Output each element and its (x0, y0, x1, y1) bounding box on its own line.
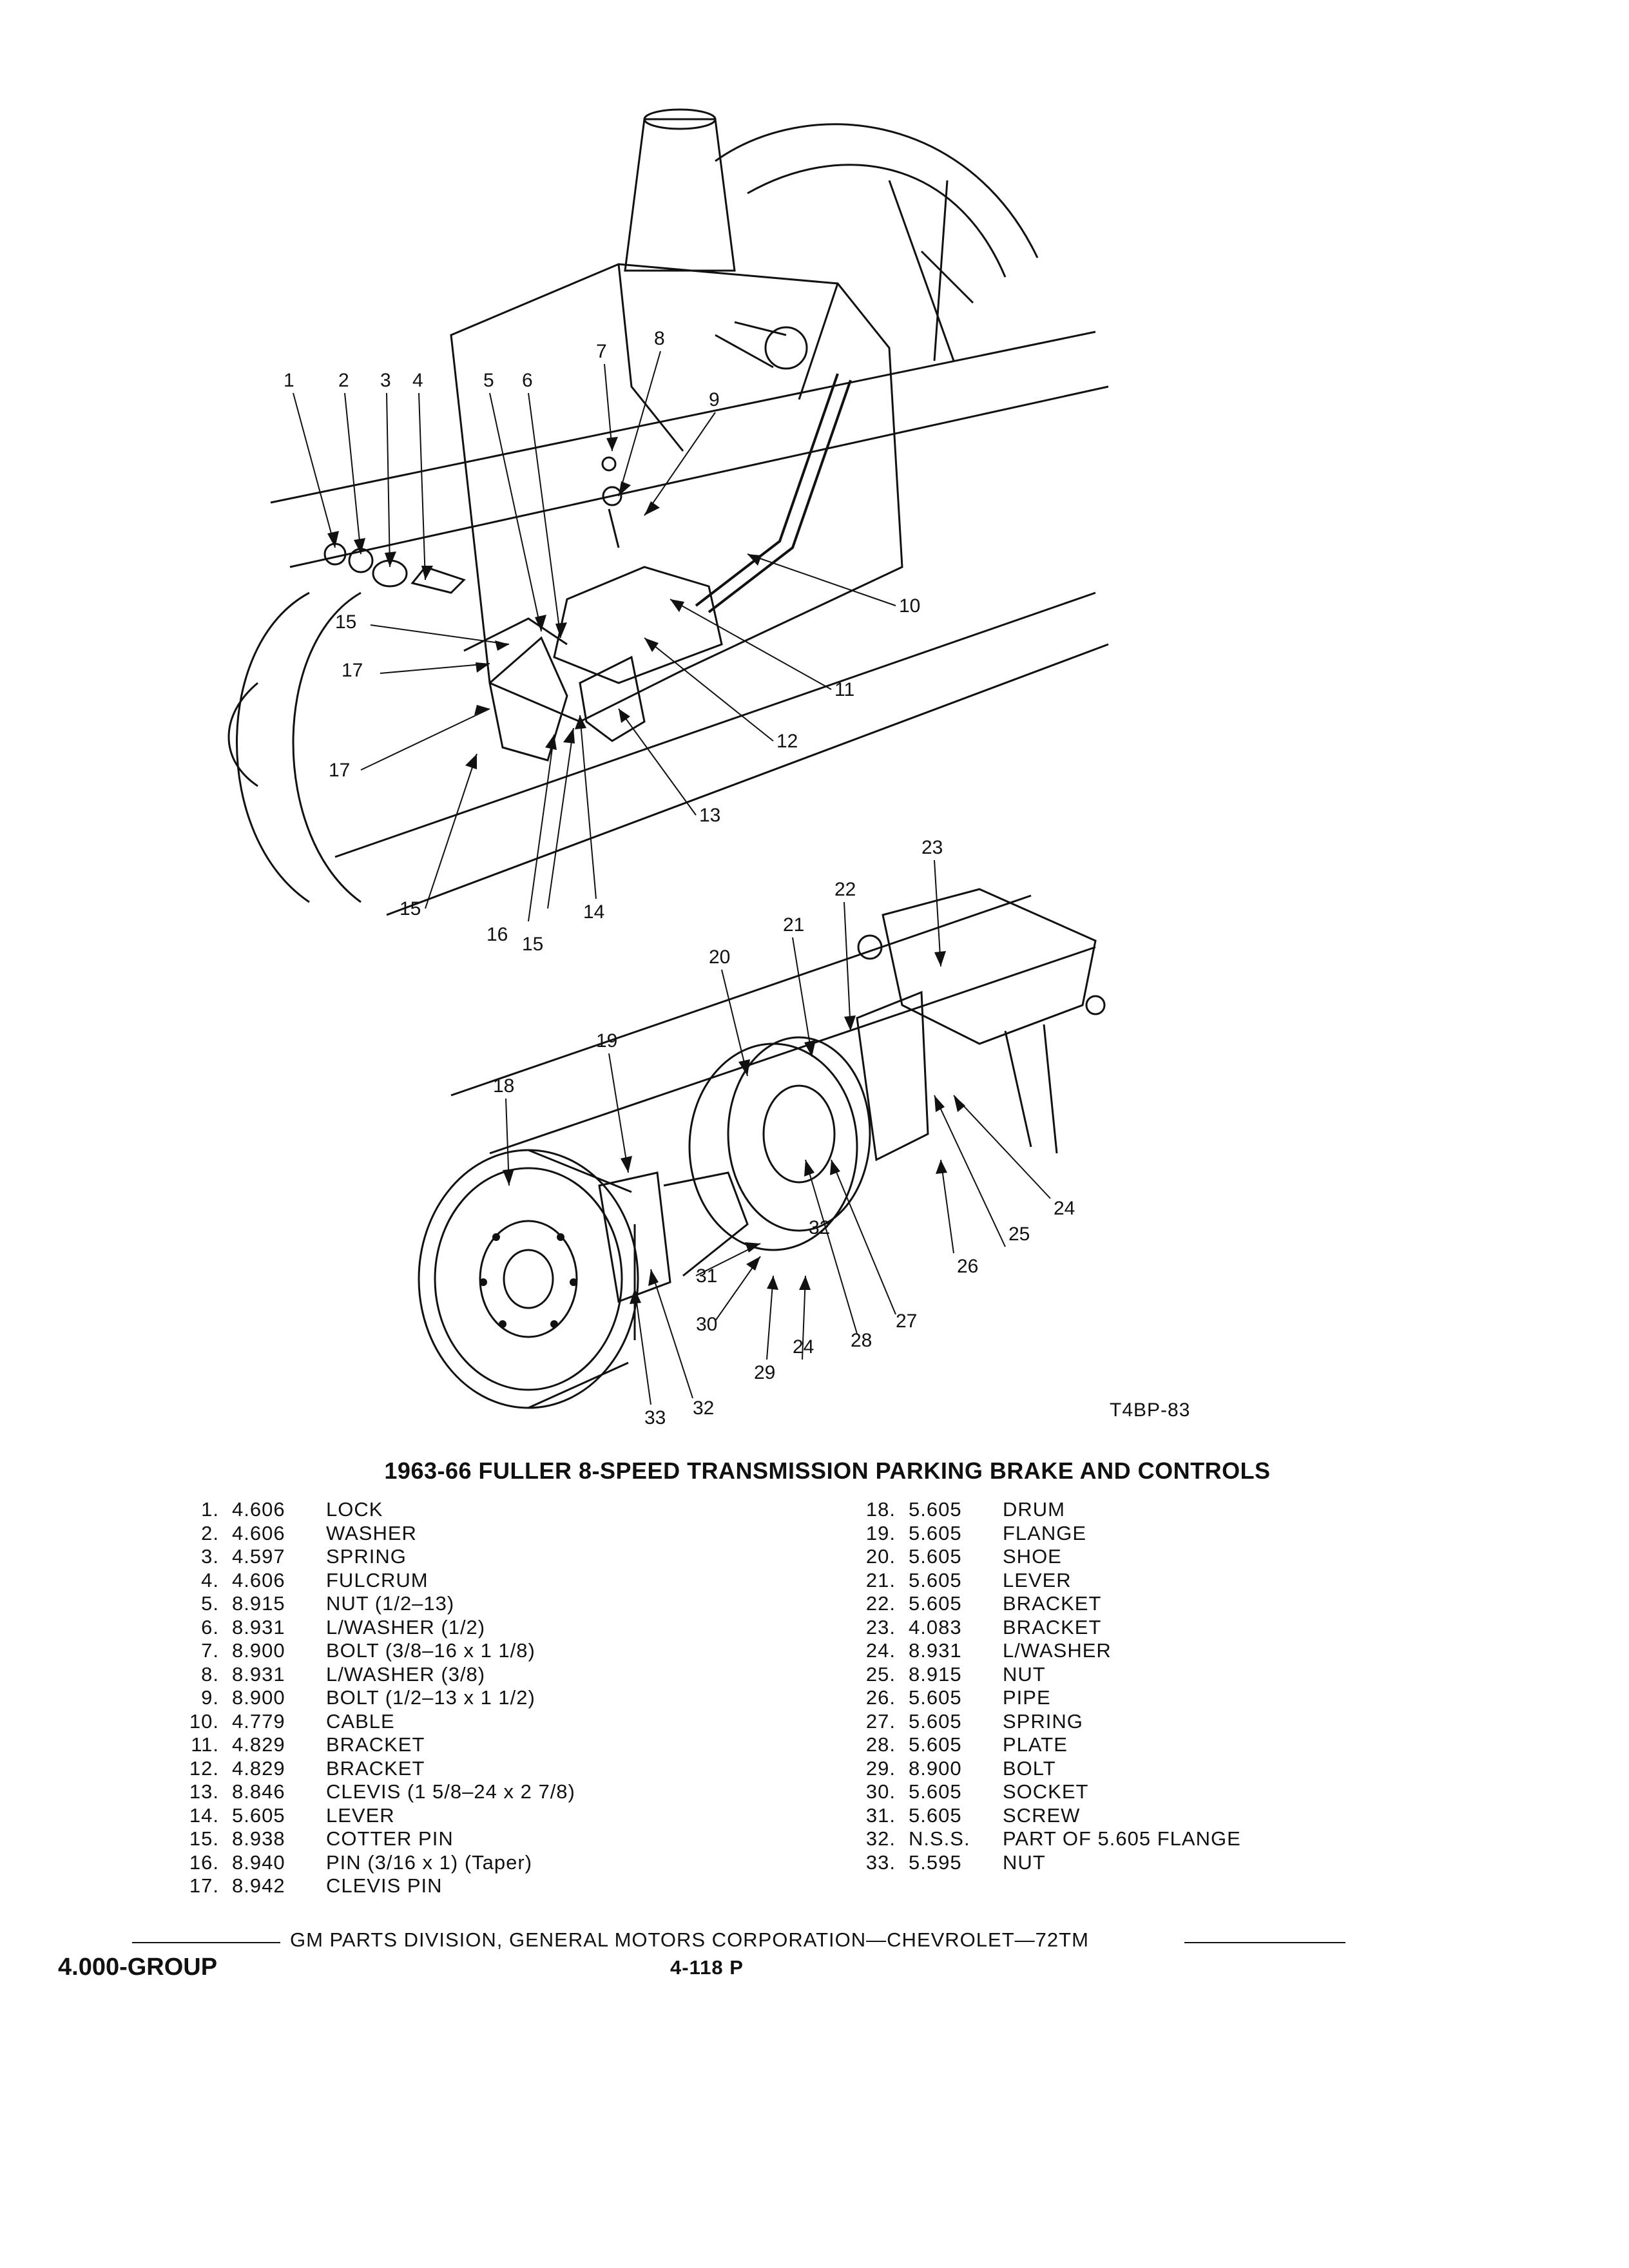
callout-31: 31 (696, 1265, 718, 1287)
part-number: N.S.S. (909, 1827, 970, 1850)
part-description: NUT (1003, 1850, 1046, 1874)
part-number: 8.931 (909, 1639, 962, 1662)
parts-list-row (857, 1733, 1534, 1757)
callout-21: 21 (783, 914, 805, 936)
parts-list-row (857, 1545, 1534, 1569)
part-number: 5.605 (909, 1733, 962, 1756)
figure-id: T4BP-83 (1110, 1399, 1191, 1421)
part-description: BOLT (3/8–16 x 1 1/8) (326, 1639, 535, 1662)
parts-list-right (857, 1498, 1534, 1874)
callout-15c: 15 (522, 934, 544, 955)
part-description: SPRING (326, 1545, 407, 1568)
callout-30: 30 (696, 1314, 718, 1335)
callout-4: 4 (412, 370, 423, 391)
part-description: LOCK (326, 1498, 383, 1521)
item-number: 19. (865, 1521, 896, 1544)
part-number: 4.597 (232, 1545, 285, 1568)
callout-26: 26 (957, 1256, 979, 1277)
parts-list-row (857, 1498, 1534, 1522)
callout-19: 19 (596, 1030, 618, 1052)
part-description: NUT (1003, 1662, 1046, 1686)
part-number: 8.940 (232, 1850, 285, 1874)
part-description: BRACKET (1003, 1615, 1102, 1639)
part-number: 5.605 (909, 1592, 962, 1615)
item-number: 13. (189, 1780, 219, 1803)
part-description: L/WASHER (1/2) (326, 1615, 486, 1639)
callout-29: 29 (754, 1362, 776, 1383)
callout-33: 33 (644, 1407, 666, 1428)
part-number: 8.931 (232, 1615, 285, 1639)
callout-23: 23 (921, 837, 943, 858)
part-number: 4.606 (232, 1498, 285, 1521)
parts-list-row (180, 1851, 825, 1875)
callout-32a: 32 (693, 1398, 715, 1419)
parts-list-row (857, 1569, 1534, 1593)
footer-rule-left (132, 1942, 280, 1943)
callout-24a: 24 (1054, 1198, 1075, 1219)
part-number: 8.931 (232, 1662, 285, 1686)
item-number: 10. (189, 1709, 219, 1733)
part-description: L/WASHER (3/8) (326, 1662, 486, 1686)
part-description: BOLT (1003, 1756, 1056, 1780)
callout-16: 16 (487, 924, 508, 945)
part-number: 5.605 (909, 1803, 962, 1827)
item-number: 1. (201, 1498, 219, 1521)
callout-6: 6 (522, 370, 533, 391)
item-number: 28. (865, 1733, 896, 1756)
part-description: BRACKET (326, 1756, 425, 1780)
parts-list-row (857, 1616, 1534, 1640)
part-number: 4.083 (909, 1615, 962, 1639)
item-number: 33. (865, 1850, 896, 1874)
callout-18: 18 (493, 1075, 515, 1097)
part-description: WASHER (326, 1521, 417, 1544)
page-title: 1963-66 FULLER 8-SPEED TRANSMISSION PARKING BRAKE AND CONTROLS (384, 1457, 1271, 1484)
parts-list-row (180, 1616, 825, 1640)
part-number: 8.942 (232, 1874, 285, 1897)
part-description: PIN (3/16 x 1) (Taper) (326, 1850, 533, 1874)
parts-list-row (180, 1592, 825, 1616)
part-number: 5.605 (909, 1545, 962, 1568)
parts-list-row (180, 1522, 825, 1546)
item-number: 26. (865, 1686, 896, 1709)
parts-list-row (857, 1757, 1534, 1781)
part-number: 4.606 (232, 1568, 285, 1591)
part-number: 8.938 (232, 1827, 285, 1850)
item-number: 16. (189, 1850, 219, 1874)
part-number: 4.829 (232, 1733, 285, 1756)
part-description: COTTER PIN (326, 1827, 454, 1850)
parts-list-row (180, 1545, 825, 1569)
part-number: 5.605 (909, 1568, 962, 1591)
part-number: 8.846 (232, 1780, 285, 1803)
item-number: 3. (201, 1545, 219, 1568)
callout-1: 1 (284, 370, 294, 391)
callout-2: 2 (338, 370, 349, 391)
frame-rail (271, 332, 1108, 915)
item-number: 31. (865, 1803, 896, 1827)
part-description: DRUM (1003, 1498, 1065, 1521)
part-description: CLEVIS PIN (326, 1874, 443, 1897)
part-description: PIPE (1003, 1686, 1051, 1709)
parts-list-row (180, 1780, 825, 1804)
item-number: 8. (201, 1662, 219, 1686)
item-number: 27. (865, 1709, 896, 1733)
part-description: NUT (1/2–13) (326, 1592, 455, 1615)
footer-rule-right (1184, 1942, 1345, 1943)
parts-list-row (180, 1639, 825, 1663)
part-number: 4.606 (232, 1521, 285, 1544)
callout-8: 8 (654, 328, 665, 349)
part-description: BRACKET (1003, 1592, 1102, 1615)
item-number: 23. (865, 1615, 896, 1639)
item-number: 22. (865, 1592, 896, 1615)
callout-22: 22 (834, 879, 856, 900)
callout-17a: 17 (342, 660, 363, 681)
part-number: 8.915 (909, 1662, 962, 1686)
part-number: 5.605 (909, 1709, 962, 1733)
frame-rail-lower (451, 896, 1095, 1153)
part-description: SCREW (1003, 1803, 1081, 1827)
part-number: 5.595 (909, 1850, 962, 1874)
parts-list-row (180, 1804, 825, 1828)
part-description: CABLE (326, 1709, 395, 1733)
item-number: 6. (201, 1615, 219, 1639)
parts-list-left (180, 1498, 825, 1898)
callout-15a: 15 (335, 611, 357, 633)
parts-list-row (857, 1592, 1534, 1616)
brake-drum (419, 1150, 638, 1408)
parts-list-row (180, 1686, 825, 1710)
callout-24b: 24 (793, 1336, 815, 1358)
wheel-arc (715, 124, 1037, 277)
part-description: SPRING (1003, 1709, 1083, 1733)
item-number: 32. (865, 1827, 896, 1850)
callout-25: 25 (1008, 1224, 1030, 1245)
part-number: 8.900 (909, 1756, 962, 1780)
parts-list-row (857, 1686, 1534, 1710)
parts-list-row (857, 1827, 1534, 1851)
item-number: 14. (189, 1803, 219, 1827)
callout-7: 7 (596, 341, 607, 362)
callout-15b: 15 (400, 898, 421, 919)
item-number: 9. (201, 1686, 219, 1709)
item-number: 30. (865, 1780, 896, 1803)
callout-27: 27 (896, 1311, 918, 1332)
parts-list-row (857, 1851, 1534, 1875)
part-description: BOLT (1/2–13 x 1 1/2) (326, 1686, 535, 1709)
part-number: 8.900 (232, 1639, 285, 1662)
part-number: 8.915 (232, 1592, 285, 1615)
callout-20: 20 (709, 947, 731, 968)
part-number: 5.605 (909, 1521, 962, 1544)
parts-list-row (180, 1733, 825, 1757)
part-number: 5.605 (909, 1498, 962, 1521)
item-number: 20. (865, 1545, 896, 1568)
transmission-case (451, 264, 902, 722)
bracket-assembly (857, 992, 928, 1160)
part-description: BRACKET (326, 1733, 425, 1756)
upper-bracket (554, 567, 722, 683)
part-number: 5.605 (232, 1803, 285, 1827)
parts-list-row (180, 1498, 825, 1522)
item-number: 24. (865, 1639, 896, 1662)
part-description: FULCRUM (326, 1568, 429, 1591)
item-number: 5. (201, 1592, 219, 1615)
item-number: 29. (865, 1756, 896, 1780)
part-number: 5.605 (909, 1780, 962, 1803)
part-number: 8.900 (232, 1686, 285, 1709)
parts-list-row (857, 1710, 1534, 1734)
item-number: 18. (865, 1498, 896, 1521)
parts-list-row (857, 1780, 1534, 1804)
item-number: 17. (189, 1874, 219, 1897)
part-description: LEVER (1003, 1568, 1072, 1591)
clevis (580, 657, 644, 741)
callout-14: 14 (583, 901, 605, 923)
footer-division: GM PARTS DIVISION, GENERAL MOTORS CORPORATION—CHEVROLET—72TM (290, 1928, 1089, 1951)
item-number: 21. (865, 1568, 896, 1591)
callout-9: 9 (709, 389, 720, 410)
part-description: CLEVIS (1 5/8–24 x 2 7/8) (326, 1780, 575, 1803)
callout-32b: 32 (809, 1217, 831, 1238)
part-description: FLANGE (1003, 1521, 1087, 1544)
part-description: SHOE (1003, 1545, 1062, 1568)
parts-list-row (857, 1639, 1534, 1663)
part-number: 4.829 (232, 1756, 285, 1780)
parts-list-row (180, 1874, 825, 1898)
parts-list-row (180, 1569, 825, 1593)
item-number: 15. (189, 1827, 219, 1850)
callout-3: 3 (380, 370, 391, 391)
callout-11: 11 (834, 679, 855, 700)
item-number: 25. (865, 1662, 896, 1686)
item-number: 4. (201, 1568, 219, 1591)
part-description: PLATE (1003, 1733, 1068, 1756)
part-description: SOCKET (1003, 1780, 1089, 1803)
callout-13: 13 (699, 805, 721, 826)
callout-10: 10 (899, 595, 921, 617)
item-number: 12. (189, 1756, 219, 1780)
part-number: 4.779 (232, 1709, 285, 1733)
group-label: 4.000-GROUP (58, 1954, 218, 1981)
parts-list-row (180, 1710, 825, 1734)
callout-17b: 17 (329, 760, 351, 781)
part-description: PART OF 5.605 FLANGE (1003, 1827, 1241, 1850)
part-description: L/WASHER (1003, 1639, 1112, 1662)
callout-12: 12 (776, 731, 798, 752)
callout-5: 5 (483, 370, 494, 391)
part-number: 5.605 (909, 1686, 962, 1709)
item-number: 2. (201, 1521, 219, 1544)
parts-list-row (857, 1522, 1534, 1546)
parts-list-row (857, 1804, 1534, 1828)
shift-tower (625, 119, 735, 271)
callout-28: 28 (851, 1330, 872, 1351)
parts-list-row (857, 1663, 1534, 1687)
part-description: LEVER (326, 1803, 395, 1827)
parts-list-row (180, 1827, 825, 1851)
page-number: 4-118 P (670, 1956, 744, 1979)
item-number: 11. (191, 1733, 219, 1756)
parts-list-row (180, 1663, 825, 1687)
item-number: 7. (201, 1639, 219, 1662)
parts-list-row (180, 1757, 825, 1781)
